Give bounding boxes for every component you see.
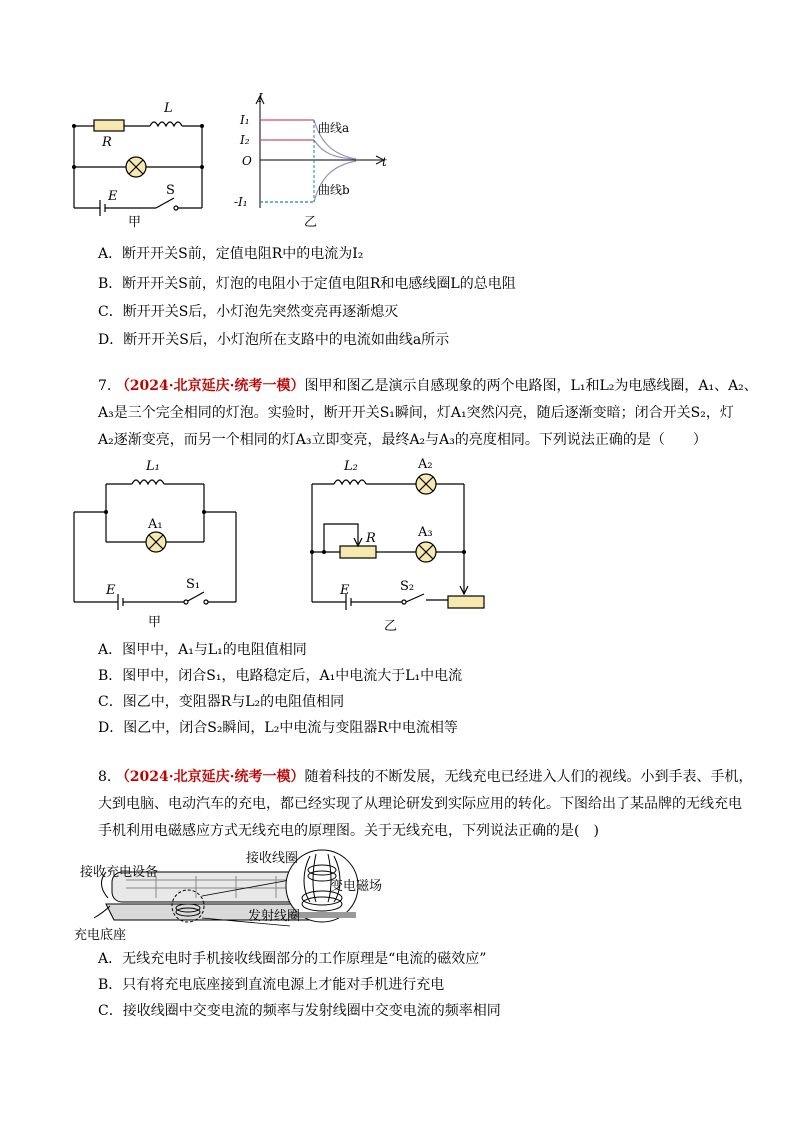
switch-S1-label: S₁ <box>186 577 201 592</box>
q6-circuit-diagram <box>60 96 220 228</box>
q6-option-b[interactable]: B．断开开关S前，灯泡的电阻小于定值电阻R和电感线圈L的总电阻 <box>98 276 516 292</box>
fig-caption-yi: 乙 <box>384 619 398 634</box>
origin-O-label: O <box>242 154 252 168</box>
q8-line2: 大到电脑、电动汽车的充电，都已经实现了从理论研发到实际应用的转化。下图给出了某品牌的无线充电 <box>98 796 742 812</box>
fig-caption-yi: 乙 <box>304 215 318 230</box>
fig-caption-jia: 甲 <box>148 615 162 630</box>
switch-S-label: S <box>166 183 175 198</box>
q8-source: （2024·北京延庆·统考一模） <box>115 769 305 785</box>
inductor-L-label: L <box>164 101 173 116</box>
q6-option-a[interactable]: A．断开开关S前，定值电阻R中的电流为I₂ <box>98 246 364 262</box>
q8-stem <box>98 764 753 845</box>
label-receiving-device: 接收充电设备 <box>80 865 159 880</box>
q7-stem <box>98 373 758 454</box>
q6-option-c[interactable]: C．断开开关S后，小灯泡先突然变亮再逐渐熄灭 <box>98 304 399 320</box>
q7-line2: A₃是三个完全相同的灯泡。实验时，断开开关S₁瞬间，灯A₁突然闪亮，随后逐渐变暗；闭合开关S₂，灯 <box>98 405 734 421</box>
tick-I2-label: I₂ <box>240 133 250 147</box>
lamp-A3-label: A₃ <box>418 525 433 540</box>
label-charging-base: 充电底座 <box>74 928 127 943</box>
inductor-L2-label: L₂ <box>344 459 358 474</box>
battery-E-label: E <box>106 583 116 598</box>
curve-b-label: 曲线b <box>318 183 350 197</box>
q7-circuit-yi <box>300 454 500 638</box>
lamp-A1-label: A₁ <box>148 517 163 532</box>
label-changing-field: 变电磁场 <box>330 879 383 894</box>
q6-current-graph <box>232 90 392 230</box>
rheostat-R-label: R <box>366 531 376 546</box>
axis-I-label: I <box>258 91 263 105</box>
q7-line1: 图甲和图乙是演示自感现象的两个电路图，L₁和L₂为电感线圈，A₁、A₂、 <box>304 378 758 394</box>
q8-line3: 手机利用电磁感应方式无线充电的原理图。关于无线充电，下列说法正确的是( ) <box>98 823 599 839</box>
q7-option-d[interactable]: D．图乙中，闭合S₂瞬间，L₂中电流与变阻器R中电流相等 <box>98 720 458 736</box>
q8-option-a[interactable]: A．无线充电时手机接收线圈部分的工作原理是“电流的磁效应” <box>98 951 487 967</box>
tick-I1-label: I₁ <box>240 113 250 127</box>
q7-line3: A₂逐渐变亮，而另一个相同的灯A₃立即变亮，最终A₂与A₃的亮度相同。下列说法正确的是（ ） <box>98 432 707 448</box>
q7-source: （2024·北京延庆·统考一模） <box>115 378 305 394</box>
inductor-L1-label: L₁ <box>146 459 160 474</box>
label-receiving-coil: 接收线圈 <box>246 851 299 866</box>
q8-option-c[interactable]: C．接收线圈中交变电流的频率与发射线圈中交变电流的频率相同 <box>98 1003 501 1019</box>
resistor-R-label: R <box>102 135 112 150</box>
q8-option-b[interactable]: B．只有将充电底座接到直流电源上才能对手机进行充电 <box>98 977 445 993</box>
q8-number: 8. <box>98 769 112 785</box>
fig-caption-jia: 甲 <box>128 215 142 228</box>
tick-negI1-label: -I₁ <box>234 195 248 209</box>
lamp-A2-label: A₂ <box>418 457 433 472</box>
label-emitting-coil: 发射线圈 <box>248 909 301 924</box>
q8-line1: 随着科技的不断发展，无线充电已经进入人们的视线。小到手表、手机， <box>304 769 753 785</box>
q7-option-a[interactable]: A．图甲中，A₁与L₁的电阻值相同 <box>98 642 307 658</box>
battery-E-label: E <box>340 583 350 598</box>
axis-t-label: t <box>382 155 387 169</box>
battery-E-label: E <box>108 189 118 204</box>
q6-option-d[interactable]: D．断开开关S后，小灯泡所在支路中的电流如曲线a所示 <box>98 332 450 348</box>
q7-circuit-jia <box>64 454 248 632</box>
q7-number: 7. <box>98 378 112 394</box>
curve-a-label: 曲线a <box>318 121 350 135</box>
q7-option-c[interactable]: C．图乙中，变阻器R与L₂的电阻值相同 <box>98 694 345 710</box>
switch-S2-label: S₂ <box>400 579 415 594</box>
q7-option-b[interactable]: B．图甲中，闭合S₁，电路稳定后，A₁中电流大于L₁中电流 <box>98 668 463 684</box>
